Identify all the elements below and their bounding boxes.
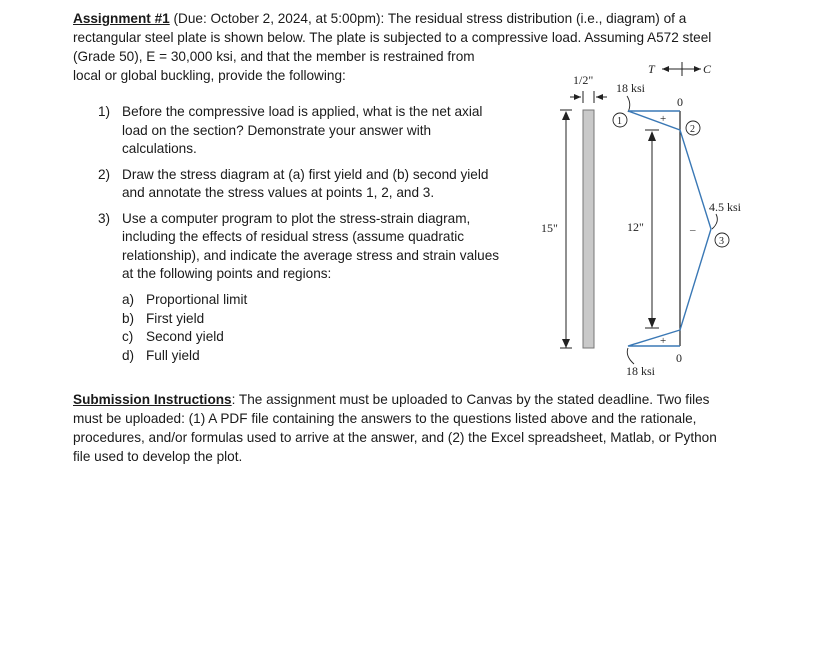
sub-item-letter: d) <box>122 347 135 363</box>
point-3-label: 3 <box>719 236 724 247</box>
question-text-line: relationship), and indicate the average stress and strain values <box>122 247 500 263</box>
question-text-line: load on the section? Demonstrate your answer with <box>122 122 432 138</box>
submission-line-4: file used to develop the plot. <box>73 449 243 464</box>
sub-item-text: Full yield <box>146 347 200 363</box>
question-text-line: calculations. <box>122 141 197 156</box>
mid-stress-label: 4.5 ksi <box>709 200 742 214</box>
sub-item-text: First yield <box>146 310 205 326</box>
height-arrow-bottom <box>562 339 570 348</box>
question-number: 3) <box>98 210 111 226</box>
inner-arrow-top <box>648 131 656 141</box>
compression-label: C <box>703 62 712 76</box>
submission-instructions <box>73 390 763 466</box>
height-arrow-top <box>562 111 570 120</box>
submission-heading: Submission Instructions <box>73 392 232 407</box>
sub-item-letter: b) <box>122 310 135 326</box>
question-number: 2) <box>98 166 111 182</box>
plus-sign-top: + <box>660 113 667 125</box>
zero-bottom-label: 0 <box>676 351 682 365</box>
steel-plate <box>583 110 594 348</box>
bottom-stress-label: 18 ksi <box>626 364 656 378</box>
submission-line-3: procedures, and/or formulas used to arrive at the answer, and (2) the Excel spreadsheet, Matlab, or Python <box>73 430 717 445</box>
question-text-line: and annotate the stress values at points 1, 2, and 3. <box>122 185 435 200</box>
question-text-line: including the effects of residual stress (assume quadratic <box>122 229 465 244</box>
inner-length-label: 12" <box>627 220 644 234</box>
minus-sign: – <box>690 224 696 236</box>
submission-line-1-rest: : The assignment must be uploaded to Canvas by the stated deadline. Two files <box>231 392 710 407</box>
mid-stress-leader <box>712 214 717 229</box>
plus-sign-bottom: + <box>660 335 667 347</box>
question-text-line: Use a computer program to plot the stress-strain diagram, <box>122 210 471 226</box>
bottom-stress-leader <box>627 348 634 364</box>
intro-line-3: (Grade 50), E = 30,000 ksi, and that the member is restrained from <box>73 49 475 64</box>
assignment-heading: Assignment #1 <box>73 11 170 26</box>
question-text-line: at the following points and regions: <box>122 266 332 281</box>
sub-item-letter: c) <box>122 329 134 344</box>
top-stress-leader <box>627 96 630 112</box>
submission-line-2: must be uploaded: (1) A PDF file containing the answers to the questions listed above and the rationale, <box>73 411 697 426</box>
sub-item-letter: a) <box>122 292 135 307</box>
sub-item-text: Proportional limit <box>146 292 248 307</box>
question-text-line: Draw the stress diagram at (a) first yield and (b) second yield <box>122 166 489 182</box>
thickness-label: 1/2" <box>573 73 594 87</box>
question-text-line: Before the compressive load is applied, what is the net axial <box>122 104 483 119</box>
question-number: 1) <box>98 104 111 119</box>
submission-line-1 <box>73 390 763 409</box>
top-stress-label: 18 ksi <box>616 81 646 95</box>
point-1-label: 1 <box>617 116 622 127</box>
intro-line-2: rectangular steel plate is shown below. The plate is subjected to a compressive load. Assuming A572 steel <box>73 30 712 45</box>
intro-line-1-rest: (Due: October 2, 2024, at 5:00pm): The residual stress distribution (i.e., diagram) of a <box>169 11 687 26</box>
sub-item-text: Second yield <box>146 329 224 344</box>
point-2-label: 2 <box>690 124 695 135</box>
height-label: 15" <box>541 221 558 235</box>
intro-line-4: local or global buckling, provide the following: <box>73 68 346 83</box>
inner-arrow-bottom <box>648 318 656 328</box>
tension-label: T <box>648 62 655 76</box>
zero-top-label: 0 <box>677 95 683 109</box>
